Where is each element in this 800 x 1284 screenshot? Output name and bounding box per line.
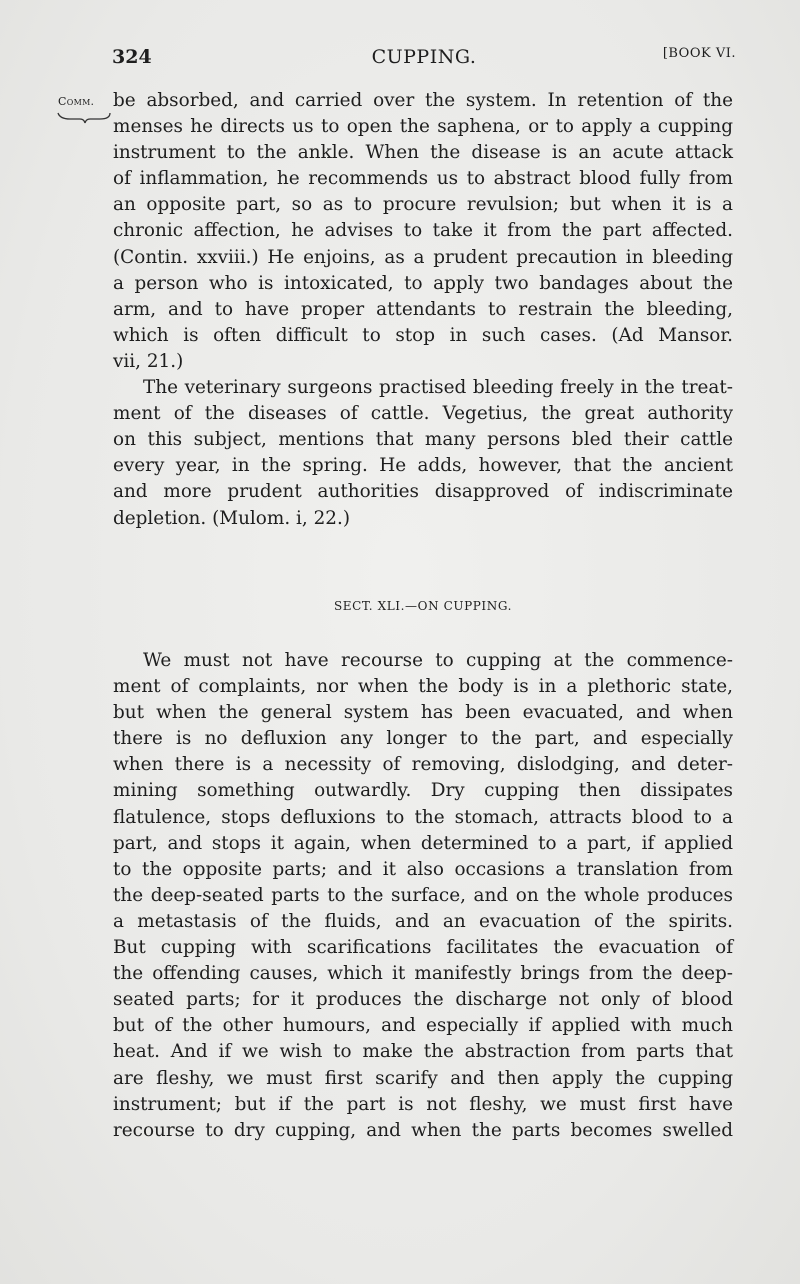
text-line: We must not have recourse to cupping at the commence- <box>143 650 733 671</box>
text-line: be absorbed, and carried over the system. In retention of the <box>113 90 733 111</box>
text-line: ment of the diseases of cattle. Vegetius, the great authority <box>113 403 733 425</box>
text-line: an opposite part, so as to procure revulsion; but when it is a <box>113 194 733 216</box>
text-line: the offending causes, which it manifestly brings from the deep- <box>113 963 733 985</box>
text-line: when there is a necessity of removing, dislodging, and deter- <box>113 754 733 776</box>
text-line: seated parts; for it produces the discharge not only of blood <box>113 989 733 1011</box>
text-line: a metastasis of the fluids, and an evacuation of the spirits. <box>113 910 733 932</box>
text-line: instrument to the ankle. When the disease is an acute attack <box>113 142 733 164</box>
text-line: of inflammation, he recommends us to abstract blood fully from <box>113 168 733 190</box>
text-line: The veterinary surgeons practised bleeding freely in the treat- <box>143 377 733 399</box>
text-line: instrument; but if the part is not fleshy, we must first have <box>113 1093 733 1115</box>
section-heading: SECT. XLI.—ON CUPPING. <box>333 599 513 613</box>
text-line: But cupping with scarifications facilitates the evacuation of <box>113 937 733 959</box>
text-line: the deep-seated parts to the surface, and on the whole produces <box>113 884 733 906</box>
text-line: every year, in the spring. He adds, however, that the ancient <box>113 455 733 477</box>
text-line: and more prudent authorities disapproved of indiscriminate <box>113 481 733 503</box>
text-line: a person who is intoxicated, to apply two bandages about the <box>113 272 733 294</box>
text-line: vii, 21.) <box>113 350 184 372</box>
text-line: flatulence, stops defluxions to the stomach, attracts blood to a <box>113 806 733 828</box>
text-line: part, and stops it again, when determined to a part, if applied <box>113 832 733 854</box>
text-line: which is often difficult to stop in such cases. (Ad Mansor. <box>113 324 733 346</box>
running-title: CUPPING. <box>371 46 477 68</box>
page-number: 324 <box>112 46 152 68</box>
text-line: recourse to dry cupping, and when the parts becomes swelled <box>113 1119 733 1141</box>
section-text <box>113 648 733 1144</box>
commentary-text <box>113 88 733 532</box>
page-header <box>112 46 736 72</box>
text-line: but of the other humours, and especially if applied with much <box>113 1015 733 1037</box>
text-line: heat. And if we wish to make the abstraction from parts that <box>113 1041 733 1063</box>
text-line: arm, and to have proper attendants to restrain the bleeding, <box>113 298 733 320</box>
text-line: chronic affection, he advises to take it from the part affected. <box>113 220 733 242</box>
text-line: on this subject, mentions that many persons bled their cattle <box>113 429 733 451</box>
brace-icon <box>56 111 112 125</box>
text-line: but when the general system has been evacuated, and when <box>113 702 733 724</box>
text-line: to the opposite parts; and it also occasions a translation from <box>113 858 733 880</box>
text-line: ment of complaints, nor when the body is in a plethoric state, <box>113 676 733 698</box>
text-line: there is no defluxion any longer to the part, and especially <box>113 728 733 750</box>
text-line: (Contin. xxviii.) He enjoins, as a prudent precaution in bleeding <box>113 246 733 268</box>
text-line: are fleshy, we must first scarify and then apply the cupping <box>113 1067 733 1089</box>
text-line: depletion. (Mulom. i, 22.) <box>113 507 351 529</box>
text-line: menses he directs us to open the saphena, or to apply a cupping <box>113 116 733 138</box>
text-line: mining something outwardly. Dry cupping then dissipates <box>113 780 733 802</box>
margin-note: Comm. <box>58 95 95 108</box>
book-reference: [BOOK VI. <box>662 46 736 61</box>
